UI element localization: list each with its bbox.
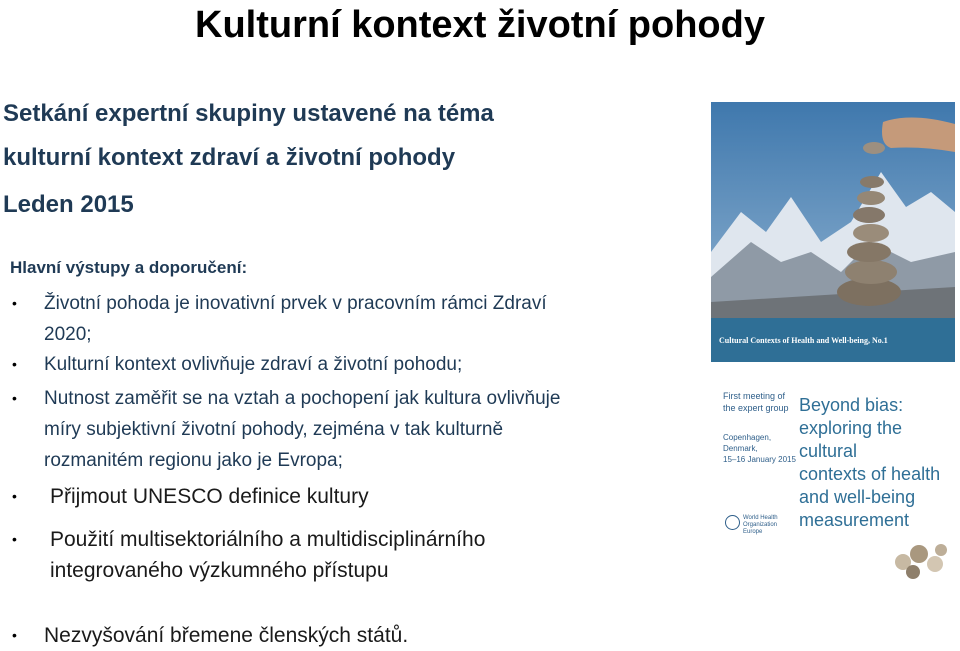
cover-heading-line: contexts of health: [799, 464, 941, 484]
bullet-text: Životní pohoda je inovativní prvek v pracovním rámci Zdraví: [44, 293, 547, 314]
cover-heading-line: Beyond bias:: [799, 395, 904, 415]
bullet-text: Kulturní kontext ovlivňuje zdraví a životní pohodu;: [44, 354, 463, 375]
cover-heading-line: measurement: [799, 510, 910, 530]
list-item: [12, 349, 682, 380]
list-item: [12, 524, 682, 586]
who-logo-icon: [725, 515, 740, 530]
cover-date-line: 15–16 January 2015: [723, 455, 796, 464]
cover-heading-line: and well-being: [799, 487, 916, 507]
list-item: [12, 383, 682, 476]
bullet-dot: •: [12, 488, 17, 504]
list-item: [12, 620, 682, 651]
list-item: [12, 288, 682, 350]
page-title: Kulturní kontext životní pohody: [195, 4, 765, 46]
bullet-dot: •: [12, 627, 17, 643]
cover-heading-line: exploring the cultural: [799, 418, 903, 461]
subtitle-date: Leden 2015: [3, 191, 134, 218]
cover-series-title: Cultural Contexts of Health and Well-being, No.1: [719, 336, 888, 345]
cover-meeting-text: First meeting of the expert group: [723, 391, 789, 413]
who-line: Europe: [743, 529, 763, 535]
report-cover-image: [711, 102, 955, 582]
bullet-text: Nezvyšování břemene členských států.: [44, 624, 409, 647]
bullet-text: Použití multisektoriálního a multidisciplinárního: [50, 528, 486, 551]
cover-place-line: Copenhagen, Denmark,: [723, 433, 772, 453]
bullet-text: Nutnost zaměřit se na vztah a pochopení jak kultura ovlivňuje: [44, 388, 561, 409]
bullet-text: 2020;: [44, 324, 92, 345]
bullet-text: Přijmout UNESCO definice kultury: [50, 485, 369, 508]
who-line: World Health: [743, 515, 778, 521]
list-item: [12, 481, 682, 512]
bullet-text: rozmanitém regionu jako je Evropa;: [44, 450, 343, 471]
who-line: Organization: [743, 522, 778, 528]
bullet-dot: •: [12, 390, 17, 406]
bullet-dot: •: [12, 531, 17, 547]
outputs-label: Hlavní výstupy a doporučení:: [10, 258, 248, 277]
bullet-text: míry subjektivní životní pohody, zejména v tak kulturně: [44, 419, 504, 440]
cover-crowd-graphic-icon: [891, 532, 951, 582]
cover-place-text: [723, 432, 799, 465]
bullet-dot: •: [12, 295, 17, 311]
subtitle-line-2: kulturní kontext zdraví a životní pohody: [3, 144, 456, 171]
cover-heading: [799, 394, 949, 532]
bullet-text: integrovaného výzkumného přístupu: [50, 559, 389, 582]
subtitle-line-1: Setkání expertní skupiny ustavené na téma: [3, 100, 494, 127]
who-logo-text: [743, 515, 778, 536]
bullet-dot: •: [12, 356, 17, 372]
